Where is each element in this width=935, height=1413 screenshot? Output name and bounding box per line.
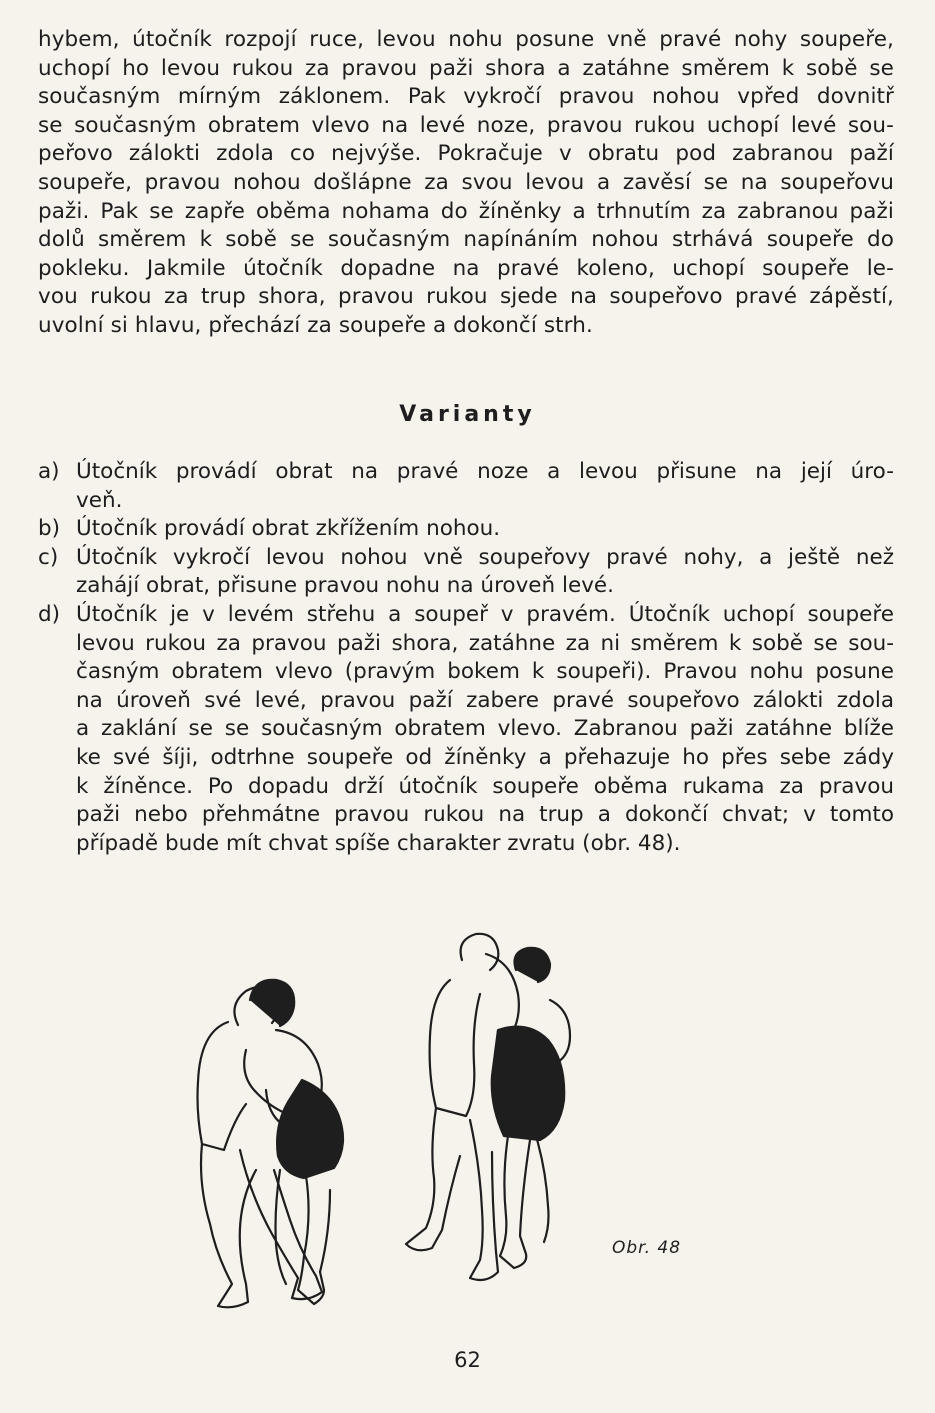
paragraph-line: vou rukou za trup shora, pravou rukou sjede na soupeřovo pravé zápěstí, (38, 284, 894, 310)
paragraph-line: hybem, útočník rozpojí ruce, levou nohu posune vně pravé nohy soupeře, (38, 27, 894, 52)
right-pair-dark-wrestler (492, 948, 570, 1268)
variant-line: paži nebo přehmátne pravou rukou na trup a dokončí chvat; v tomto (76, 802, 894, 828)
section-heading: Varianty (399, 402, 536, 427)
paragraph-line: současným mírným záklonem. Pak vykročí pravou nohou vpřed dovnitř (38, 84, 894, 110)
paragraph-line: paži. Pak se zapře oběma nohama do žíněnky a trhnutím za zabranou paži (38, 198, 894, 224)
paragraph-line: se současným obratem vlevo na levé noze, pravou rukou uchopí levé sou- (38, 112, 894, 138)
variant-line: na úroveň své levé, pravou paží zabere pravé soupeřovo zálokti zdola (76, 687, 894, 713)
variant-line: zahájí obrat, přisune pravou nohu na úroveň levé. (76, 573, 614, 599)
variant-marker: b) (38, 516, 61, 542)
page-number: 62 (454, 1348, 481, 1372)
variant-line: k žíněnce. Po dopadu drží útočník soupeře oběma rukama za pravou (76, 773, 894, 799)
variant-item-b (38, 515, 894, 544)
variant-line: a zaklání se se současným obratem vlevo. Zabranou paži zatáhne blíže (76, 716, 894, 742)
wrestlers-illustration (180, 930, 580, 1320)
variant-marker: a) (38, 459, 60, 484)
variant-line: Útočník je v levém střehu a soupeř v pravém. Útočník uchopí soupeře (76, 601, 894, 627)
figure-caption: Obr. 48 (612, 1238, 682, 1258)
paragraph-line: dolů směrem k sobě se současným napínáním nohou strhává soupeře do (38, 227, 894, 253)
variant-line: levou rukou za pravou paži shora, zatáhne za ni směrem k sobě se sou- (76, 630, 894, 656)
variant-line: případě bude mít chvat spíše charakter zvratu (obr. 48). (76, 830, 681, 856)
variant-marker: c) (38, 544, 59, 570)
variants-list (38, 458, 894, 858)
left-pair-dark-wrestler (250, 980, 343, 1304)
paragraph-line: peřovo zálokti zdola co nejvýše. Pokračuje v obratu pod zabranou paží (38, 141, 894, 167)
variant-line: Útočník provádí obrat zkřížením nohou. (76, 516, 501, 542)
paragraph-line: pokleku. Jakmile útočník dopadne na pravé koleno, uchopí soupeře le- (38, 255, 894, 281)
body-paragraph (38, 26, 894, 341)
variant-line: ke své šíji, odtrhne soupeře od žíněnky a přehazuje ho přes sebe zády (76, 744, 894, 770)
variant-item-a (38, 458, 894, 515)
variant-line: Útočník vykročí levou nohou vně soupeřovy pravé nohy, a ještě než (76, 544, 894, 570)
paragraph-line: uvolní si hlavu, přechází za soupeře a dokončí strh. (38, 312, 593, 338)
variant-marker: d) (38, 601, 61, 627)
paragraph-line: soupeře, pravou nohou došlápne za svou levou a zavěsí se na soupeřovu (38, 169, 894, 195)
variant-line: Útočník provádí obrat na pravé noze a levou přisune na její úro- (76, 459, 894, 484)
variant-line: časným obratem vlevo (pravým bokem k soupeři). Pravou nohu posune (76, 659, 894, 685)
paragraph-line: uchopí ho levou rukou za pravou paži shora a zatáhne směrem k sobě se (38, 55, 894, 81)
variant-line: veň. (76, 487, 123, 513)
variant-item-d (38, 601, 894, 858)
variant-item-c (38, 544, 894, 601)
